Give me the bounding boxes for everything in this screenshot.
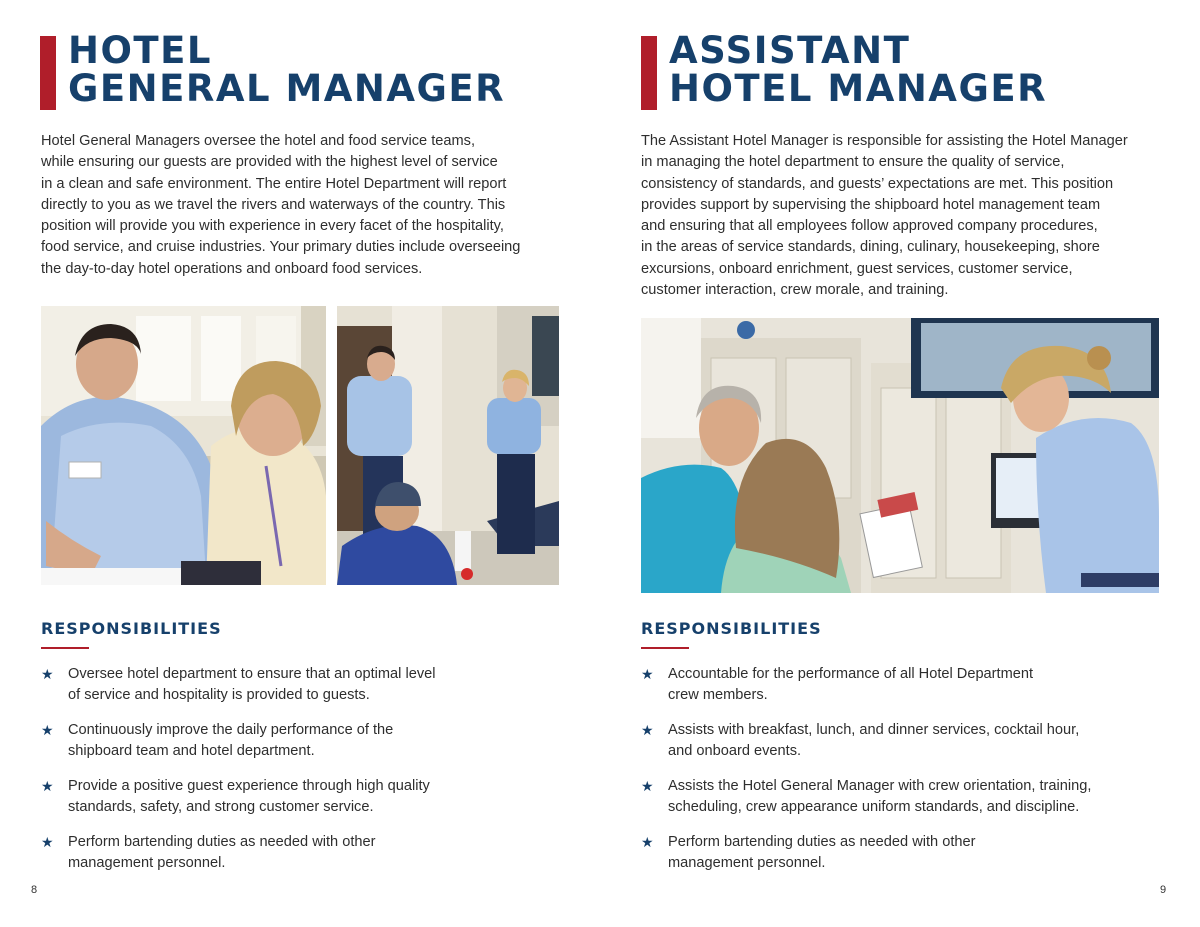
list-item-line: crew members. xyxy=(668,687,768,703)
intro-line: in the areas of service standards, dining, culinary, housekeeping, shore xyxy=(641,239,1100,256)
list-item-text xyxy=(668,664,1033,706)
list-item-line: Perform bartending duties as needed with other xyxy=(668,834,976,850)
list-item-text xyxy=(68,832,375,874)
right-responsibilities-heading: RESPONSIBILITIES xyxy=(641,619,822,638)
list-item-line: Perform bartending duties as needed with other xyxy=(68,834,376,850)
left-heading-rule xyxy=(41,647,89,649)
intro-line: position will provide you with experience in every facet of the hospitality, xyxy=(41,218,504,235)
list-item-line: scheduling, crew appearance uniform standards, and discipline. xyxy=(668,799,1080,815)
right-page-title xyxy=(669,29,1048,110)
photo-crew-presenting-image xyxy=(337,306,559,585)
list-item-text xyxy=(68,664,436,706)
intro-line: and ensuring that all employees follow approved company procedures, xyxy=(641,218,1098,235)
intro-line: excursions, onboard enrichment, guest services, customer service, xyxy=(641,260,1073,277)
star-icon: ★ xyxy=(641,778,654,794)
photo-manager-with-guest xyxy=(41,306,326,585)
list-item-text xyxy=(668,720,1079,762)
star-icon: ★ xyxy=(641,834,654,850)
intro-line: in a clean and safe environment. The entire Hotel Department will report xyxy=(41,175,507,192)
title-accent-bar xyxy=(40,36,56,110)
title-line: ASSISTANT xyxy=(669,29,911,72)
list-item-line: Oversee hotel department to ensure that an optimal level xyxy=(68,666,436,682)
intro-line: the day-to-day hotel operations and onboard food services. xyxy=(41,260,423,277)
intro-line: consistency of standards, and guests’ expectations are met. This position xyxy=(641,175,1114,192)
list-item-line: management personnel. xyxy=(668,855,826,871)
list-item-text xyxy=(68,776,430,818)
star-icon: ★ xyxy=(41,834,54,850)
list-item-text xyxy=(668,776,1091,818)
list-item-line: management personnel. xyxy=(68,855,226,871)
list-item-line: shipboard team and hotel department. xyxy=(68,743,315,759)
intro-line: food service, and cruise industries. Your primary duties include overseeing xyxy=(41,239,521,256)
intro-line: The Assistant Hotel Manager is responsible for assisting the Hotel Manager xyxy=(641,133,1128,149)
list-item-text xyxy=(668,832,975,874)
right-intro-paragraph xyxy=(641,131,1128,301)
list-item-line: standards, safety, and strong customer service. xyxy=(68,799,374,815)
photo-crew-presenting xyxy=(337,306,559,585)
intro-line: while ensuring our guests are provided with the highest level of service xyxy=(41,154,498,171)
left-page-title xyxy=(68,29,506,110)
title-line: HOTEL MANAGER xyxy=(669,67,1048,110)
right-heading-rule xyxy=(641,647,689,649)
intro-line: customer interaction, crew morale, and training. xyxy=(641,282,949,299)
left-intro-paragraph xyxy=(41,131,520,280)
star-icon: ★ xyxy=(41,778,54,794)
star-icon: ★ xyxy=(641,666,654,682)
page-number-left: 8 xyxy=(31,884,38,896)
intro-line: directly to you as we travel the rivers and waterways of the country. This xyxy=(41,196,506,213)
list-item-line: Continuously improve the daily performance of the xyxy=(68,722,394,738)
right-page xyxy=(600,0,1200,927)
title-line: GENERAL MANAGER xyxy=(68,67,506,110)
star-icon: ★ xyxy=(641,722,654,738)
list-item-line: and onboard events. xyxy=(668,743,802,759)
title-accent-bar xyxy=(641,36,657,110)
list-item-line: of service and hospitality is provided to guests. xyxy=(68,687,370,703)
page-number-right: 9 xyxy=(1160,884,1167,896)
list-item-line: Accountable for the performance of all Hotel Department xyxy=(668,666,1034,682)
list-item-line: Assists the Hotel General Manager with crew orientation, training, xyxy=(668,778,1092,794)
left-responsibilities-heading: RESPONSIBILITIES xyxy=(41,619,222,638)
list-item-text xyxy=(68,720,393,762)
intro-line: Hotel General Managers oversee the hotel and food service teams, xyxy=(41,133,476,149)
list-item-line: Assists with breakfast, lunch, and dinner services, cocktail hour, xyxy=(668,722,1080,738)
intro-line: provides support by supervising the shipboard hotel management team xyxy=(641,196,1101,213)
photo-manager-with-guest-image xyxy=(41,306,326,585)
star-icon: ★ xyxy=(41,666,54,682)
photo-assistant-with-guests-image xyxy=(641,318,1159,593)
title-line: HOTEL xyxy=(68,29,213,72)
list-item-line: Provide a positive guest experience through high quality xyxy=(68,778,430,794)
photo-assistant-with-guests xyxy=(641,318,1159,593)
star-icon: ★ xyxy=(41,722,54,738)
intro-line: in managing the hotel department to ensure the quality of service, xyxy=(641,154,1065,171)
